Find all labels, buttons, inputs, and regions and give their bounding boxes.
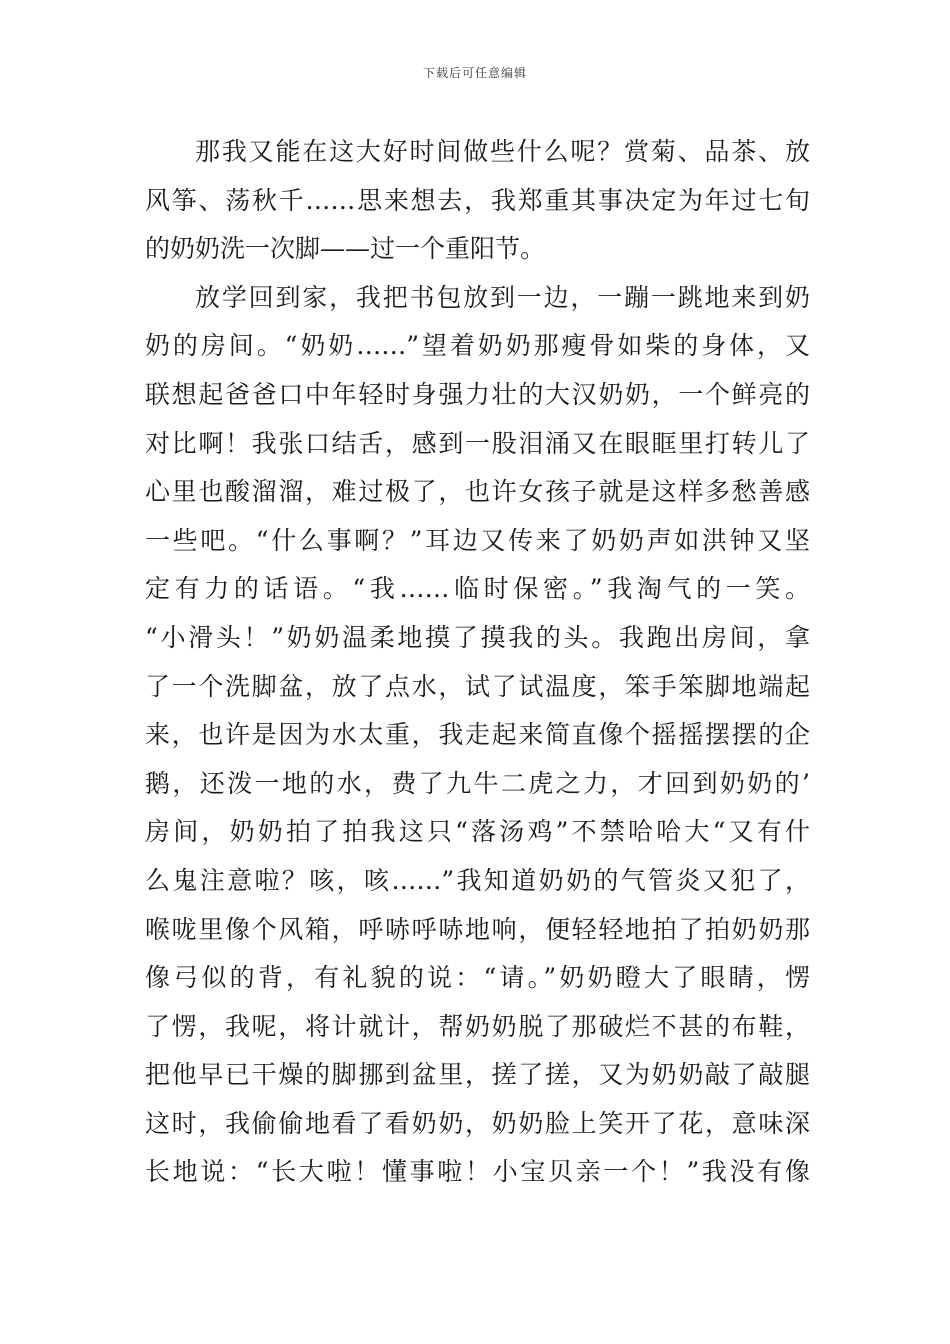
text-line: 把他早已干燥的脚挪到盆里，搓了搓，又为奶奶敲了敲腿 [145, 1060, 810, 1090]
text-line: 鹅，还泼一地的水，费了九牛二虎之力，才回到奶奶的’ [145, 768, 810, 798]
text-line: “小滑头！”奶奶温柔地摸了摸我的头。我跑出房间，拿 [145, 622, 810, 652]
text-line: 房间，奶奶拍了拍我这只“落汤鸡”不禁哈哈大“又有什 [145, 817, 810, 847]
text-line: 的奶奶洗一次脚——过一个重阳节。 [145, 234, 546, 264]
text-line: 一些吧。“什么事啊？”耳边又传来了奶奶声如洪钟又坚 [145, 525, 810, 555]
text-line: 了一个洗脚盆，放了点水，试了试温度，笨手笨脚地端起 [145, 671, 810, 701]
text-line: 这时，我偷偷地看了看奶奶，奶奶脸上笑开了花，意味深 [145, 1108, 810, 1138]
text-line: 喉咙里像个风箱，呼哧呼哧地响，便轻轻地拍了拍奶奶那 [145, 914, 810, 944]
paragraph [145, 128, 810, 274]
text-line: 来，也许是因为水太重，我走起来简直像个摇摇摆摆的企 [145, 720, 810, 750]
text-line: 对比啊！我张口结舌，感到一股泪涌又在眼眶里打转儿了 [145, 428, 810, 458]
text-line: 像弓似的背，有礼貌的说：“请。”奶奶瞪大了眼睛，愣 [145, 963, 810, 993]
page-header: 下载后可任意编辑 [422, 66, 527, 80]
text-line: 长地说：“长大啦！懂事啦！小宝贝亲一个！”我没有像 [145, 1157, 810, 1187]
text-line: 联想起爸爸口中年轻时身强力壮的大汉奶奶，一个鲜亮的 [145, 379, 810, 409]
text-line: 了愣，我呢，将计就计，帮奶奶脱了那破烂不甚的布鞋， [145, 1011, 810, 1041]
text-line: 放学回到家，我把书包放到一边，一蹦一跳地来到奶 [195, 282, 810, 312]
text-line: 心里也酸溜溜，难过极了，也许女孩子就是这样多愁善感 [145, 477, 810, 507]
paragraph [145, 274, 810, 1197]
text-line: 那我又能在这大好时间做些什么呢？赏菊、品茶、放 [195, 137, 810, 166]
text-line: 么鬼注意啦？咳，咳……”我知道奶奶的气管炎又犯了， [145, 865, 810, 895]
text-line: 定有力的话语。“我……临时保密。”我淘气的一笑。 [145, 574, 810, 604]
text-line: 风筝、荡秋千……思来想去，我郑重其事决定为年过七旬 [145, 185, 810, 215]
text-line: 奶的房间。“奶奶……”望着奶奶那瘦骨如柴的身体，又 [145, 331, 810, 361]
document-body [145, 128, 810, 1197]
